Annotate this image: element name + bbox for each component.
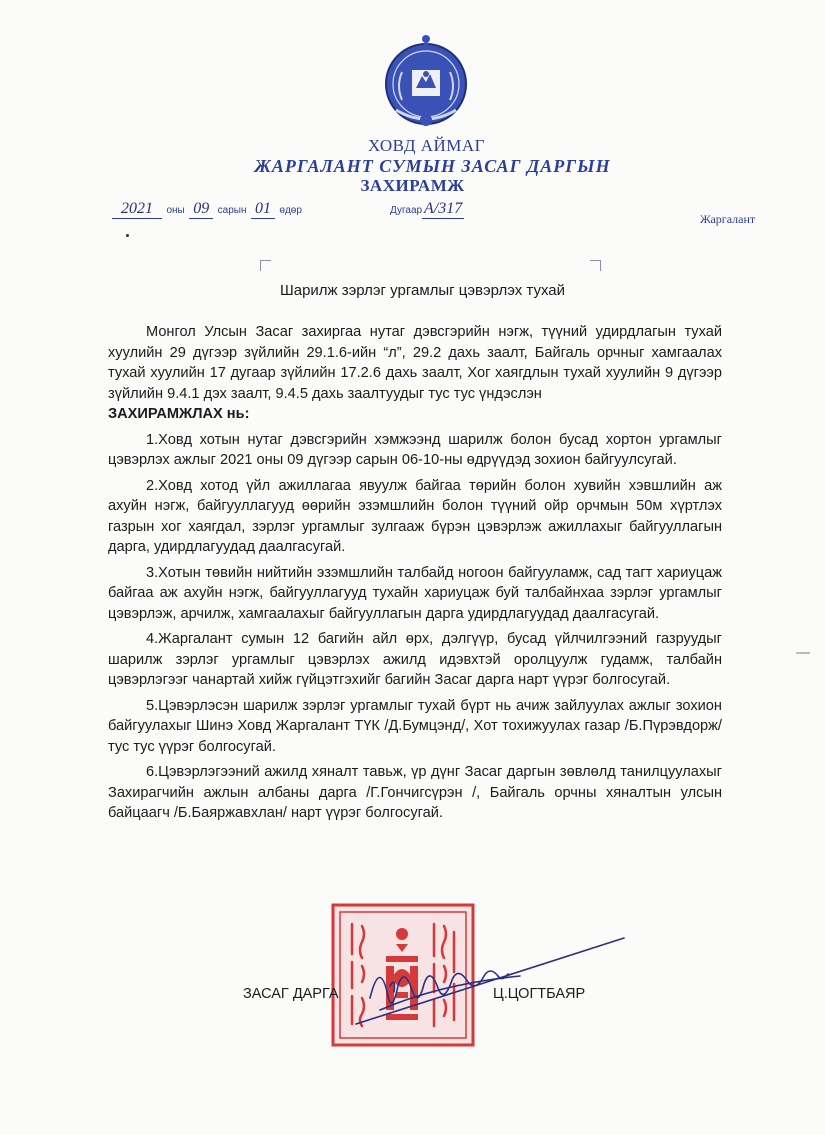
document-body (108, 322, 722, 829)
document-title: Шарилж зэрлэг ургамлыг цэвэрлэх тухай (279, 282, 565, 299)
scan-speck (126, 234, 129, 237)
document-type: ЗАХИРАМЖ (360, 176, 465, 195)
office-name: ЖАРГАЛАНТ СУМЫН ЗАСАГ ДАРГЫН (254, 156, 611, 176)
number-line (390, 200, 464, 219)
state-emblem (382, 32, 470, 132)
title-corner-left (260, 260, 271, 271)
order-item: 6.Цэвэрлэгээний ажилд хяналт тавьж, үр дүнг Засаг даргын зөвлөлд танилцуулахыг Захирагчийн ажлын албаны дарга /Г.Гончигсүрэн /, Байгаль орчны хяналтын улсын байцаагч /Б.Баяржавхлан/ нарт үүрэг болгосугай. (108, 764, 722, 821)
handwritten-signature (350, 928, 626, 1028)
date-day: 01 (251, 200, 275, 219)
place-name: Жаргалант (700, 212, 756, 226)
date-day-suffix: өдөр (279, 205, 302, 216)
signer-title: ЗАСАГ ДАРГА (243, 986, 339, 1002)
number-value: А/317 (424, 200, 463, 217)
order-item: 3.Хотын төвийн нийтийн эзэмшлийн талбайд ногоон байгууламж, сад тагт хариуцаж байгаа аж ахуйн нэгж, байгууллагууд тухайн хариуцаж буй талбайнхаа зэрлэг ургамлыг цэвэрлэж, арчилж, хамгаалахыг байгууллагын дарга удирдлагуудад даалгасугай. (108, 564, 722, 622)
title-corner-right (590, 260, 601, 271)
date-year: 2021 (112, 200, 162, 219)
aimag-name: ХОВД АЙМАГ (367, 136, 485, 155)
order-item: 1.Ховд хотын нутаг дэвсгэрийн хэмжээнд шарилж болон бусад хортон ургамлыг цэвэрлэх ажлыг 2021 оны 09 дүгээр сарын 06-10-ны өдрүүдэд зохион байгуулсугай. (108, 431, 722, 468)
date-month-suffix: сарын (217, 205, 247, 216)
date-year-suffix: оны (166, 205, 185, 216)
signer-name: Ц.ЦОГТБАЯР (493, 986, 586, 1002)
date-line (112, 200, 302, 219)
order-item: 2.Ховд хотод үйл ажиллагаа явуулж байгаа төрийн болон хувийн хэвшлийн аж ахуйн нэгж, байгууллагууд өөрийн эзэмшлийн болон түүний ойр орчмын 50м хүртлэх газрын хог хаягдал, зэрлэг ургамлыг зулгааж бүрэн цэвэрлэж ажиллахыг байгууллагын дарга, удирдлагуудад даалгасугай. (108, 477, 722, 555)
date-month: 09 (189, 200, 213, 219)
number-label: Дугаар (390, 205, 423, 216)
order-item: 4.Жаргалант сумын 12 багийн айл өрх, дэлгүүр, бусад үйлчилгээний газруудыг шарилж зэрлэг ургамлыг цэвэрлэх ажилд идэвхтэй оролцуулж гудамж, талбайн цэвэрлэгээг чанартай хийж гүйцэтгэхийг багийн Засаг дарга нарт үүрэг болгосугай. (108, 631, 722, 688)
order-item: 5.Цэвэрлэсэн шарилж зэрлэг ургамлыг тухай бүрт нь ачиж зайлуулах ажлыг зохион байгуулахыг Шинэ Ховд Жаргалант ТҮК /Д.Бумцэнд/, Хот тохижуулах газар /Б.Пүрэвдорж/ тус тус үүрэг болгосугай. (108, 697, 722, 755)
scan-mark (796, 652, 810, 654)
order-word: ЗАХИРАМЖЛАХ нь: (108, 406, 250, 422)
intro-paragraph: Монгол Улсын Засаг захиргаа нутаг дэвсгэрийн нэгж, түүний удирдлагын тухай хуулийн 29 дүгээр зүйлийн 29.1.6-ийн “л”, 29.2 дахь заалт, Байгаль орчныг хамгаалах тухай хуулийн 17 дугаар зүйлийн 17.2.6 дахь заалт, Хог хаягдлын тухай хуулийн 9 дүгээр зүйлийн 9.4.1 дэх заалт, 9.4.5 дахь заалтуудыг тус тус үндэслэн (108, 324, 722, 402)
